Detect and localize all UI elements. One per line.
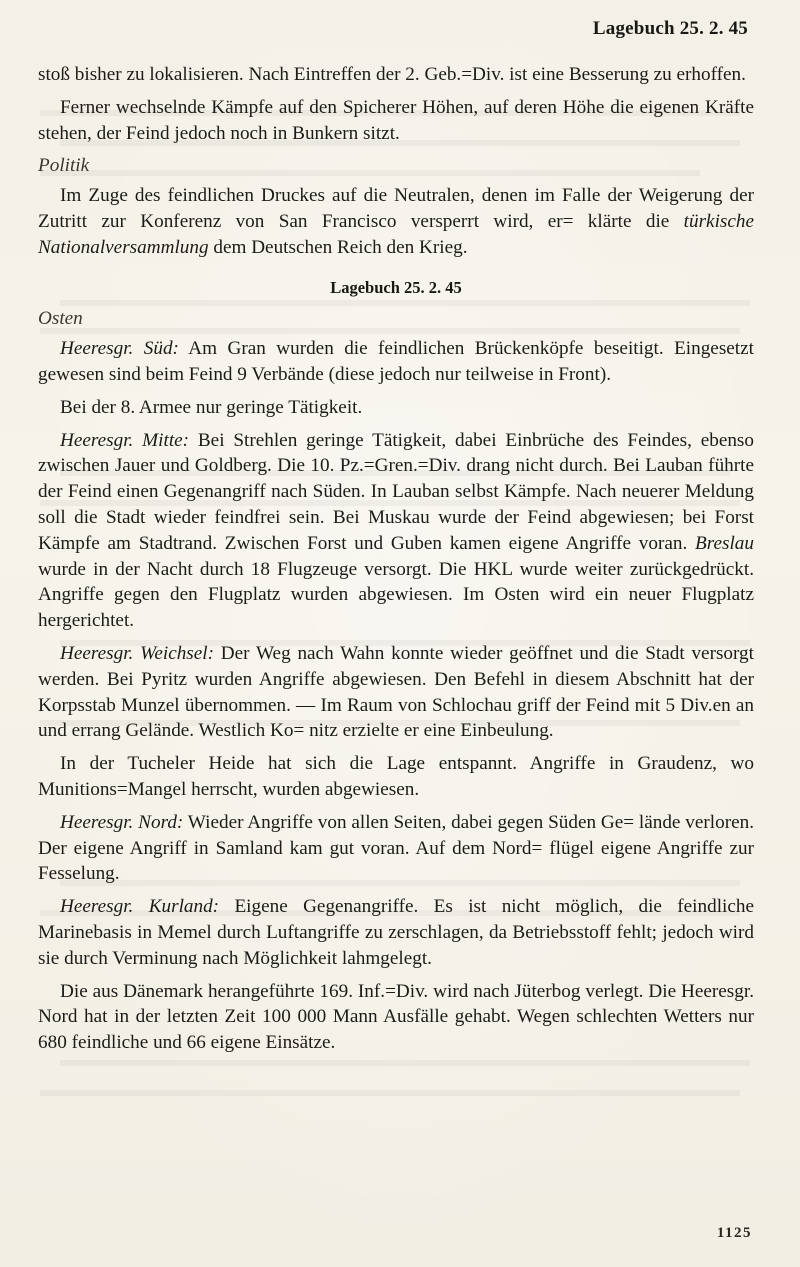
section-heading: Osten: [38, 308, 83, 330]
text-run: Der Weg nach Wahn konnte wieder geöffnet und die Stadt versorgt werden. Bei Pyritz wurden Angriffe abgewiesen. Den Befehl in diesem Abschnitt hat der Korpsstab Munzel übernommen. — Im Raum von Schlochau griff der Feind mit 5 Div.en an und errang Gelände. Westlich Ko= nitz erzielte er eine Einbeulung.: [38, 642, 754, 742]
paragraph: [38, 95, 754, 147]
document-body: [38, 62, 754, 1063]
section-heading: Politik: [38, 155, 90, 177]
running-head: [0, 18, 800, 46]
italic-run: Heeresgr. Mitte:: [60, 429, 190, 451]
paragraph: [38, 810, 754, 887]
text-run: Eigene Gegenangriffe. Es ist nicht möglich, die feindliche Marinebasis in Memel durch Luftangriffe zu zerschlagen, da Betriebsstoff fehlt; jedoch wird sie durch Verminung nach Möglichkeit lahmgelegt.: [38, 896, 754, 969]
paragraph: [38, 428, 754, 634]
paragraph: [38, 751, 754, 803]
running-head-text: Lagebuch 25. 2. 45: [592, 18, 748, 39]
text-run: In der Tucheler Heide hat sich die Lage entspannt. Angriffe in Graudenz, wo Munitions=Mangel herrscht, wurden abgewiesen.: [38, 753, 754, 800]
text-run: dem Deutschen Reich den Krieg.: [208, 236, 468, 258]
text-run: Wieder Angriffe von allen Seiten, dabei gegen Süden Ge= lände verloren. Der eigene Angriff in Samland kam gut voran. Auf dem Nord= flügel eigene Angriffe zur Fesselung.: [38, 811, 754, 885]
page-number: 1125: [716, 1225, 752, 1241]
paragraph: [38, 641, 754, 744]
text-run: Ferner wechselnde Kämpfe auf den Spicherer Höhen, auf deren Höhe die eigenen Kräfte stehen, der Feind jedoch noch in Bunkern sitzt.: [38, 96, 754, 144]
paragraph: [38, 395, 754, 421]
text-run: Bei der 8. Armee nur geringe Tätigkeit.: [60, 396, 363, 418]
paragraph: [38, 183, 754, 260]
italic-run: Breslau: [695, 532, 754, 554]
paragraph: [38, 62, 754, 88]
centered-heading: Lagebuch 25. 2. 45: [330, 277, 462, 297]
text-run: Am Gran wurden die feindlichen Brückenköpfe beseitigt. Eingesetzt gewesen sind beim Feind 9 Verbände (diese jedoch nur teilweise in Front).: [38, 338, 754, 385]
italic-run: Heeresgr. Süd:: [60, 338, 179, 360]
italic-run: Heeresgr. Weichsel:: [60, 642, 215, 664]
italic-run: Heeresgr. Nord:: [60, 811, 184, 833]
paragraph: [38, 894, 754, 971]
text-run: Bei Strehlen geringe Tätigkeit, dabei Einbrüche des Feindes, ebenso zwischen Jauer und Goldberg. Die 10. Pz.=Gren.=Div. drang nicht durch. Bei Lauban führte der Feind einen Gegenangriff nach Süden. In Lauban selbst Kämpfe. Nach neuerer Meldung soll die Stadt wieder feindfrei sein. Bei Muskau wurde der Feind abgewiesen; bei Forst Kämpfe am Stadtrand. Zwischen Forst und Guben kamen eigene Angriffe voran.: [38, 429, 754, 554]
text-run: wurde in der Nacht durch 18 Flugzeuge versorgt. Die HKL wurde weiter zurückgedrückt. Angriffe gegen den Flugplatz wurden abgewiesen. Im Osten wird ein neuer Flugplatz hergerichtet.: [38, 558, 754, 632]
italic-run: türkische Nationalversammlung: [38, 210, 754, 258]
italic-run: Heeresgr. Kurland:: [60, 896, 220, 918]
paragraph: [38, 979, 754, 1056]
text-run: Im Zuge des feindlichen Druckes auf die Neutralen, denen im Falle der Weigerung der Zutritt zur Konferenz von San Francisco versperrt wird, er= klärte die: [38, 185, 754, 232]
text-run: Die aus Dänemark herangeführte 169. Inf.=Div. wird nach Jüterbog verlegt. Die Heeresgr. Nord hat in der letzten Zeit 100 000 Mann Ausfälle gehabt. Wegen schlechten Wetters nur 680 feindliche und 66 eigene Einsätze.: [38, 980, 754, 1054]
paragraph: [38, 336, 754, 388]
text-run: stoß bisher zu lokalisieren. Nach Eintreffen der 2. Geb.=Div. ist eine Besserung zu erhoffen.: [38, 64, 746, 85]
